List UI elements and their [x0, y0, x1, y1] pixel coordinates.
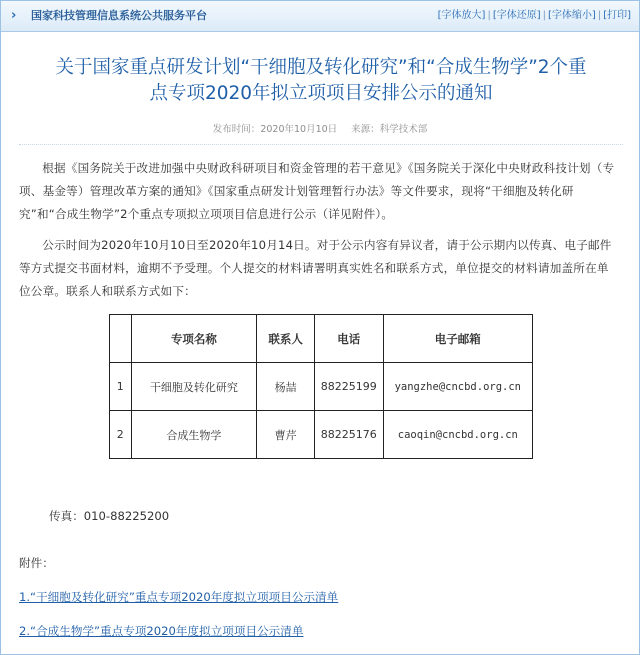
source-label: 来源： — [351, 124, 380, 135]
tool-separator: | — [597, 10, 602, 21]
tool-separator: | — [487, 10, 491, 21]
table-header-row — [110, 315, 533, 363]
title-line-2: 点专项2020年拟立项项目安排公示的通知 — [149, 83, 493, 104]
row-phone: 88225176 — [314, 411, 383, 459]
body-paragraph-2: 公示时间为2020年10月10日至2020年10月14日。对于公示内容有异议者，请于公示期内以传真、电子邮件等方式提交书面材料，逾期不予受理。个人提交的材料请署明真实姓名和联系方式，单位提交的材料请加盖所在单位公章。联系人和联系方式如下： — [19, 238, 612, 298]
table-header-phone: 电话 — [314, 315, 383, 363]
article-meta — [1, 123, 639, 137]
chevron-right-icon: › — [11, 8, 17, 23]
page-title — [21, 55, 621, 107]
font-shrink-button[interactable]: [字体缩小] — [548, 10, 596, 21]
tool-separator: | — [542, 10, 546, 21]
table-row — [110, 363, 533, 411]
contacts-table — [109, 314, 533, 459]
font-enlarge-button[interactable]: [字体放大] — [437, 10, 486, 21]
row-phone: 88225199 — [314, 363, 383, 411]
row-contact: 曹芹 — [257, 411, 315, 459]
meta-divider — [19, 144, 623, 145]
row-project-name: 干细胞及转化研究 — [131, 363, 257, 411]
attachments-label: 附件： — [19, 556, 54, 570]
table-header-index — [110, 315, 132, 363]
publish-date: 2020年10月10日 — [260, 124, 338, 135]
table-header-contact: 联系人 — [257, 315, 315, 363]
attachment-link-2[interactable]: 2.“合成生物学”重点专项2020年度拟立项项目公示清单 — [19, 624, 304, 638]
publish-label: 发布时间： — [212, 124, 261, 135]
table-header-email: 电子邮箱 — [383, 315, 532, 363]
body-paragraph-1: 根据《国务院关于改进加强中央财政科研项目和资金管理的若干意见》《国务院关于深化中央财政科技计划（专项、基金等）管理改革方案的通知》《国家重点研发计划管理暂行办法》等文件要求，现将“干细胞及转化研究”和“合成生物学”2个重点专项拟立项项目信息进行公示（详见附件）。 — [19, 161, 615, 221]
attachment-link-1[interactable]: 1.“干细胞及转化研究”重点专项2020年度拟立项项目公示清单 — [19, 590, 339, 604]
row-project-name: 合成生物学 — [131, 411, 257, 459]
table-header-name: 专项名称 — [131, 315, 257, 363]
platform-name[interactable]: 国家科技管理信息系统公共服务平台 — [31, 9, 207, 22]
table-row — [110, 411, 533, 459]
title-line-1: 关于国家重点研发计划“干细胞及转化研究”和“合成生物学”2个重 — [55, 57, 587, 78]
row-email: caoqin@cncbd.org.cn — [383, 411, 532, 459]
source-value: 科学技术部 — [379, 124, 428, 135]
row-email: yangzhe@cncbd.org.cn — [383, 363, 532, 411]
font-reset-button[interactable]: [字体还原] — [492, 10, 541, 21]
print-button[interactable]: [打印] — [603, 10, 631, 21]
row-index: 2 — [110, 411, 132, 459]
fax-number: 传真：010-88225200 — [49, 509, 170, 523]
row-index: 1 — [110, 363, 132, 411]
row-contact: 杨喆 — [257, 363, 315, 411]
font-tools — [438, 9, 631, 23]
top-bar — [1, 1, 639, 32]
